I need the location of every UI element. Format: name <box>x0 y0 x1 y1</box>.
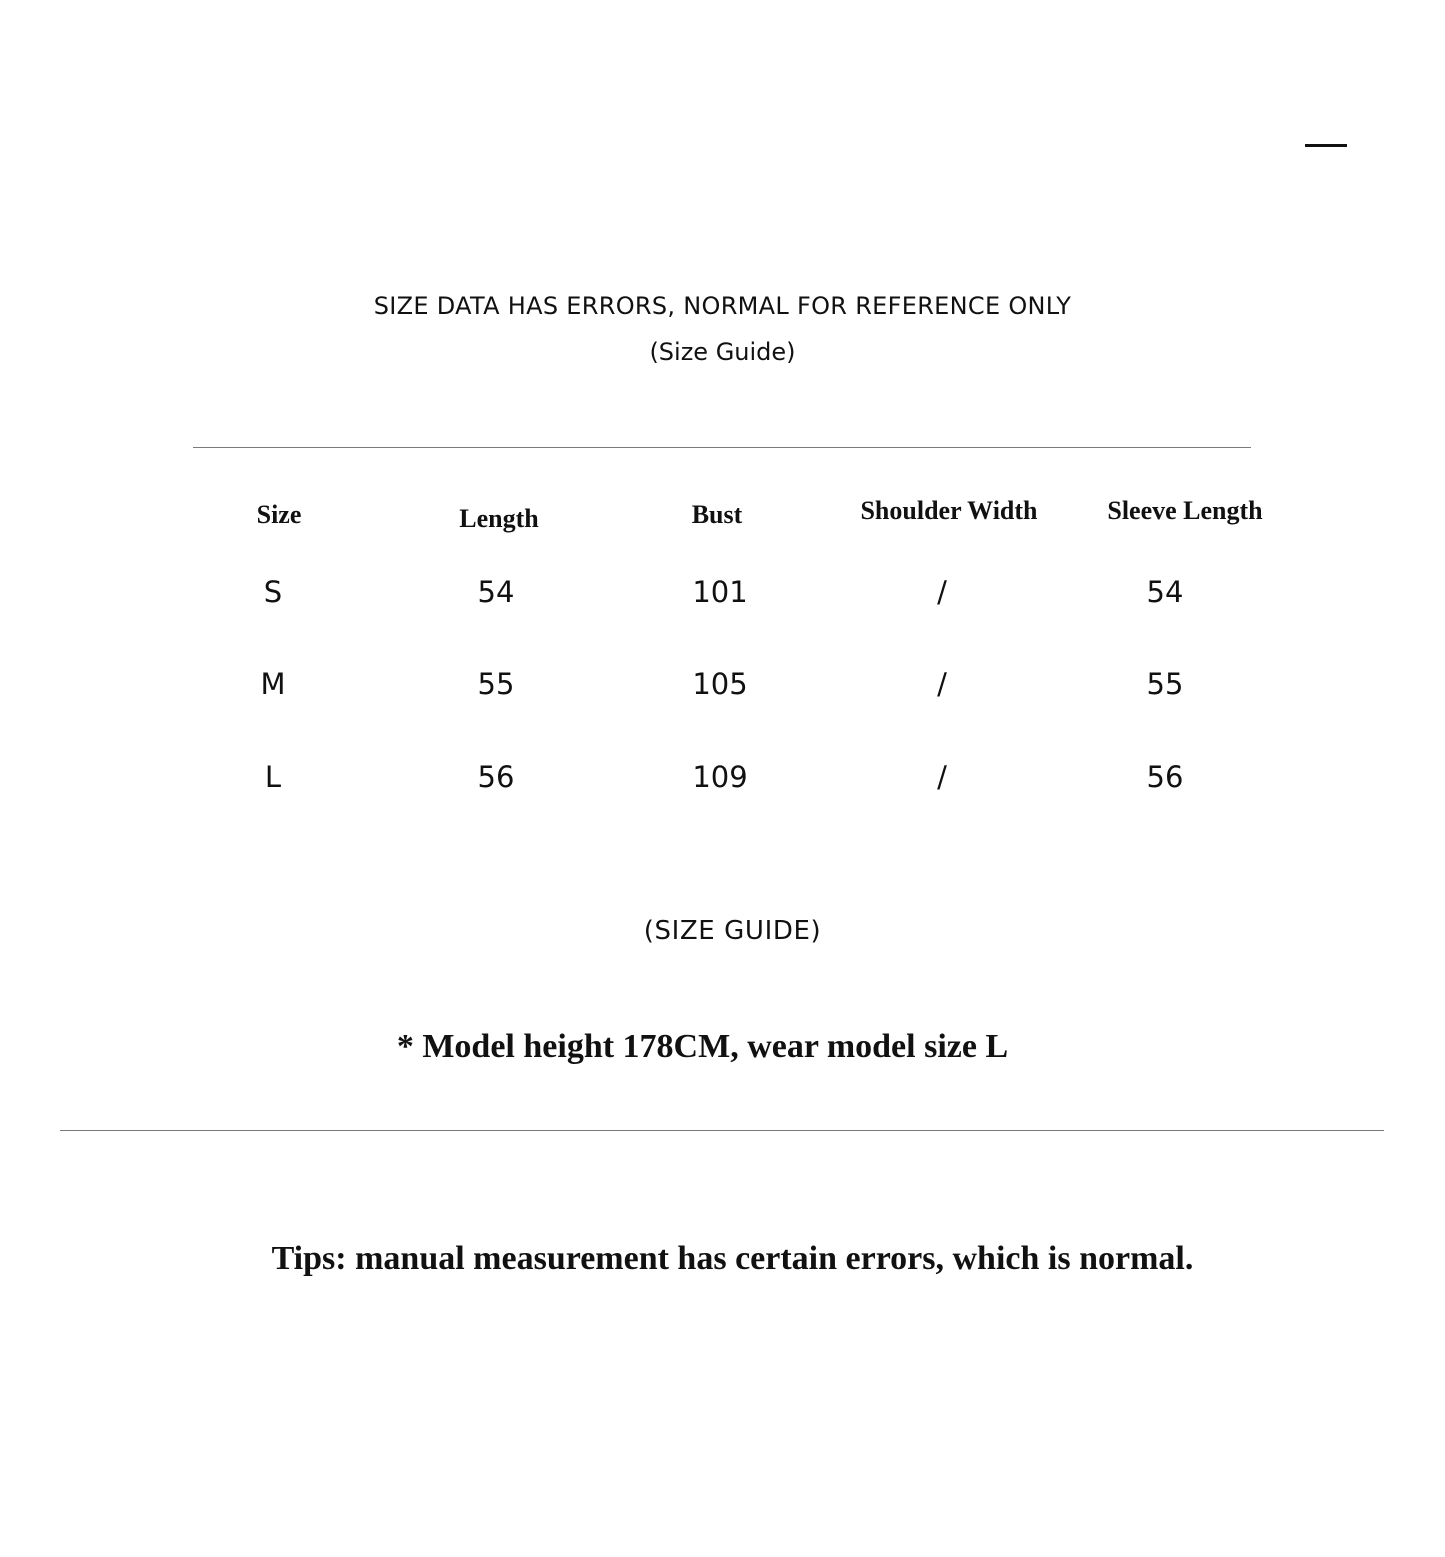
page-subtitle: (Size Guide) <box>649 338 796 366</box>
size-guide-label: (SIZE GUIDE) <box>643 916 822 946</box>
column-header-bust: Bust <box>691 500 743 529</box>
column-header-shoulder-width: Shoulder Width <box>860 496 1038 525</box>
cell-size: S <box>263 575 283 609</box>
cell-shoulder-width: / <box>937 575 947 609</box>
cell-length: 56 <box>477 760 515 794</box>
cell-shoulder-width: / <box>937 760 947 794</box>
dash-mark <box>1305 144 1347 147</box>
cell-bust: 105 <box>692 667 748 701</box>
cell-bust: 109 <box>692 760 748 794</box>
divider-bottom <box>60 1130 1384 1131</box>
cell-shoulder-width: / <box>937 667 947 701</box>
page-title: SIZE DATA HAS ERRORS, NORMAL FOR REFERENCE ONLY <box>373 292 1072 320</box>
cell-sleeve-length: 55 <box>1146 667 1184 701</box>
cell-sleeve-length: 56 <box>1146 760 1184 794</box>
divider-top <box>193 447 1251 448</box>
tips-note: Tips: manual measurement has certain errors, which is normal. <box>271 1240 1194 1277</box>
cell-size: L <box>264 760 282 794</box>
cell-sleeve-length: 54 <box>1146 575 1184 609</box>
column-header-size: Size <box>256 500 302 529</box>
column-header-length: Length <box>459 504 539 533</box>
model-note: * Model height 178CM, wear model size L <box>396 1028 1009 1065</box>
cell-bust: 101 <box>692 575 748 609</box>
cell-size: M <box>260 667 286 701</box>
column-header-sleeve-length: Sleeve Length <box>1107 496 1263 525</box>
cell-length: 54 <box>477 575 515 609</box>
cell-length: 55 <box>477 667 515 701</box>
